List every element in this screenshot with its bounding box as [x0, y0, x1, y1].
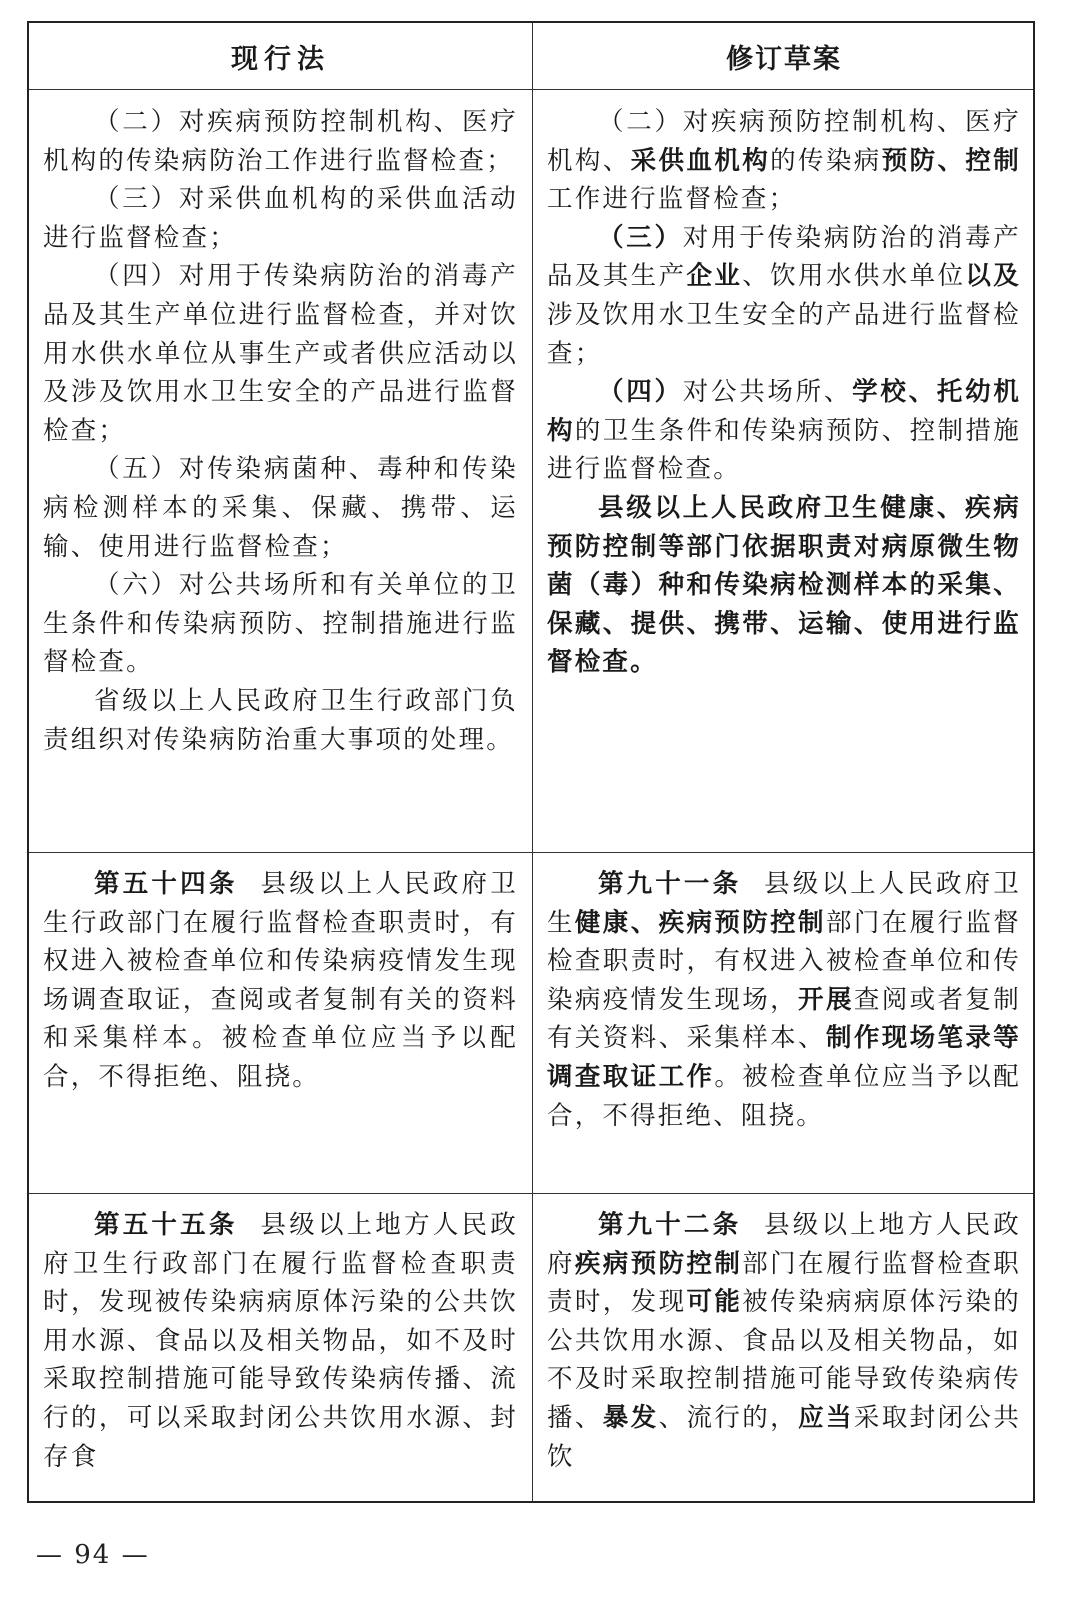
text-run: 采取封闭公共饮: [547, 1402, 1022, 1472]
text-run: 对公共场所、: [682, 377, 853, 408]
revised-text: 制作现场笔录等调查取证工作: [547, 1023, 1021, 1092]
row-divider: [29, 852, 1033, 853]
paragraph: [547, 373, 1021, 489]
header-current-law: 现行法: [231, 43, 330, 75]
article-number: 第五十五条: [94, 1210, 238, 1240]
text-run: 部门在履行监督检查职责时，发现: [547, 1248, 1021, 1318]
text-run: 县级以上人民政府卫生行政部门在履行监督检查职责时，有权进入被检查单位和传染病疫情发生现场调查取证，查阅或者复制有关的资料和采集样本。被检查单位应当予以配合，不得拒绝、阻挠。: [43, 869, 518, 1092]
row-divider: [29, 1193, 1033, 1194]
revised-text: 采供血机构: [630, 145, 771, 176]
comparison-table: [27, 21, 1035, 1503]
revised-text: 预防、控制: [881, 145, 1021, 176]
text-run: （三）对采供血机构的采供血活动进行监督检查；: [43, 184, 518, 253]
paragraph: [547, 865, 1021, 1135]
text-run: 被传染病病原体污染的公共饮用水源、食品以及相关物品，如不及时采取控制措施可能导致传染病传播、: [547, 1287, 1021, 1433]
revised-text: 开展: [798, 984, 854, 1015]
row-1-revised-draft: [533, 103, 1035, 851]
revised-text: 县级以上人民政府卫生健康、疾病预防控制等部门依据职责对病原微生物菌（毒）种和传染病检测样本的采集、保藏、提供、携带、运输、使用进行监督检查。: [547, 492, 1021, 678]
text-run: 对用于传染病防治的消毒产品及其生产: [547, 222, 1022, 292]
paragraph: [43, 682, 518, 759]
header-revised-draft: 修订草案: [726, 43, 842, 75]
text-run: 部门在履行监督检查职责时，有权进入被检查单位和传染病疫情发生现场，: [547, 907, 1022, 1015]
paragraph: [43, 566, 518, 682]
paragraph: [43, 180, 518, 257]
paragraph: [43, 103, 518, 180]
revised-text: 企业: [686, 261, 743, 292]
revised-text: 应当: [798, 1402, 854, 1433]
revised-text: （三）: [598, 222, 683, 253]
paragraph: [547, 1206, 1021, 1476]
paragraph: [43, 865, 518, 1097]
text-run: 、饮用水供水单位: [742, 261, 966, 292]
row-1-current-law: [29, 103, 532, 851]
row-2-current-law: [29, 865, 532, 1192]
text-run: （四）对用于传染病防治的消毒产品及其生产单位进行监督检查，并对饮用水供水单位从事生产或者供应活动以及涉及饮用水卫生安全的产品进行监督检查；: [43, 261, 518, 446]
row-3-current-law: [29, 1206, 532, 1501]
text-run: （五）对传染病菌种、毒种和传染病检测样本的采集、保藏、携带、运输、使用进行监督检查；: [43, 454, 518, 562]
revised-text: 疾病预防控制: [574, 1248, 743, 1279]
text-run: 的传染病: [770, 145, 882, 176]
paragraph: [547, 219, 1021, 373]
paragraph: [547, 489, 1021, 682]
text-run: （二）对疾病预防控制机构、医疗机构的传染病防治工作进行监督检查；: [43, 107, 518, 176]
revised-text: 以及: [965, 261, 1021, 292]
text-run: 查阅或者复制有关资料、采集样本、: [547, 984, 1022, 1054]
paragraph: [43, 257, 518, 450]
revised-text: （四）: [598, 377, 683, 408]
paragraph: [43, 1206, 518, 1476]
revised-text: 可能: [686, 1287, 743, 1318]
text-run: 县级以上地方人民政府: [547, 1210, 1021, 1279]
text-run: 的卫生条件和传染病预防、控制措施进行监督检查。: [547, 415, 1022, 485]
page-number: — 94 —: [36, 1540, 150, 1570]
article-number: 第五十四条: [94, 869, 238, 899]
text-run: 县级以上地方人民政府卫生行政部门在履行监督检查职责时，发现被传染病病原体污染的公共饮用水源、食品以及相关物品，如不及时采取控制措施可能导致传染病传播、流行的，可以采取封闭公共饮用水源、封存食: [43, 1210, 518, 1472]
article-number: 第九十二条: [598, 1210, 742, 1240]
paragraph: [547, 103, 1021, 219]
text-run: 。被检查单位应当予以配合，不得拒绝、阻挠。: [547, 1061, 1022, 1131]
text-run: 涉及饮用水卫生安全的产品进行监督检查；: [547, 299, 1021, 369]
text-run: 省级以上人民政府卫生行政部门负责组织对传染病防治重大事项的处理。: [43, 685, 518, 755]
text-run: 工作进行监督检查；: [547, 184, 797, 215]
text-run: （二）对疾病预防控制机构、医疗机构、: [547, 107, 1021, 176]
article-number: 第九十一条: [598, 869, 742, 899]
text-run: 、流行的，: [658, 1402, 799, 1433]
row-3-revised-draft: [533, 1206, 1035, 1501]
revised-text: 学校、托幼机构: [547, 377, 1022, 446]
header-divider: [29, 89, 1033, 90]
text-run: 县级以上人民政府卫生: [547, 869, 1021, 938]
paragraph: [43, 450, 518, 566]
text-run: （六）对公共场所和有关单位的卫生条件和传染病预防、控制措施进行监督检查。: [43, 570, 518, 678]
revised-text: 健康、疾病预防控制: [574, 907, 826, 938]
revised-text: 暴发: [602, 1402, 659, 1433]
row-2-revised-draft: [533, 865, 1035, 1192]
